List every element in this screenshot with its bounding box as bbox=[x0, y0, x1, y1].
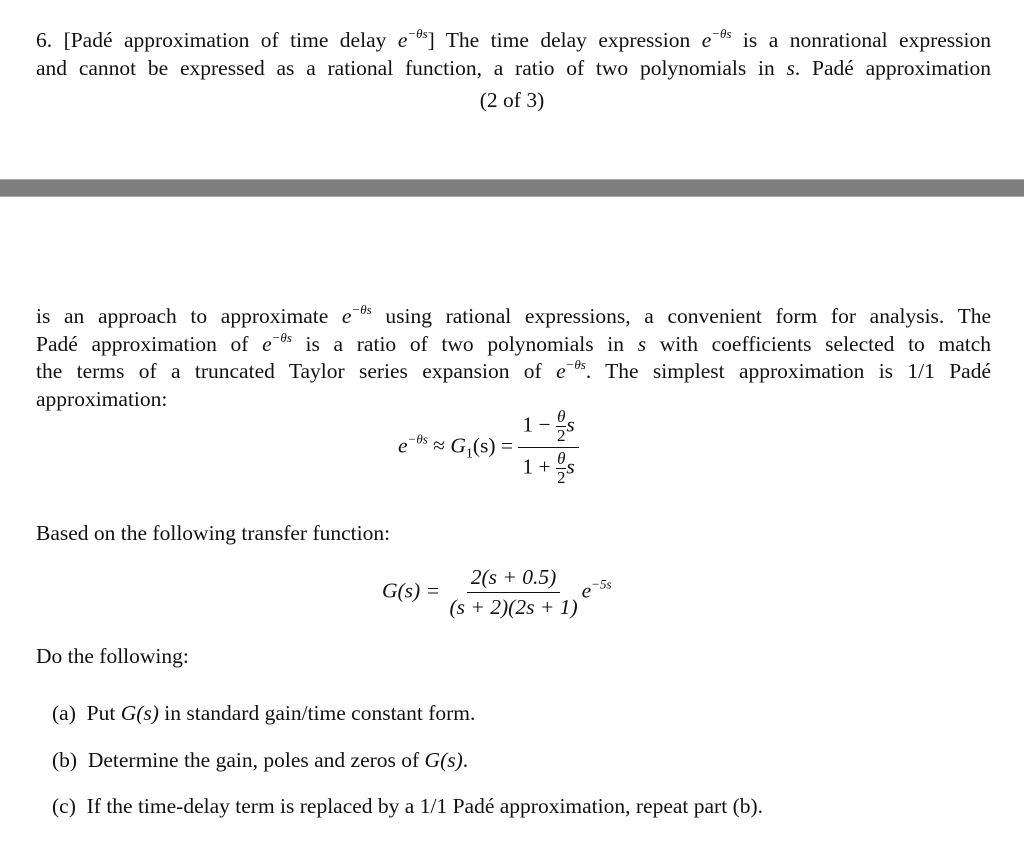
paragraph-line bbox=[36, 358, 991, 384]
page-divider bbox=[0, 179, 1024, 197]
math-lhs: G(s) = bbox=[382, 578, 446, 603]
paragraph-line bbox=[36, 331, 991, 357]
text: . The simplest approximation is 1/1 Padé bbox=[585, 359, 991, 383]
part-b bbox=[52, 748, 468, 773]
two: 2 bbox=[556, 426, 566, 445]
header-line-1 bbox=[36, 27, 991, 53]
math-e: e bbox=[701, 28, 712, 52]
approx-sign: ≈ bbox=[427, 433, 451, 458]
math-g: G bbox=[450, 433, 466, 458]
pade-equation bbox=[398, 408, 579, 487]
math: G(s) bbox=[120, 701, 159, 725]
theta-over-2 bbox=[556, 408, 566, 445]
math-e: e bbox=[581, 578, 592, 603]
math-exponent: −θs bbox=[407, 431, 428, 447]
transfer-function-equation bbox=[382, 565, 612, 620]
math-exponent: −θs bbox=[271, 330, 292, 345]
text: is a ratio of two polynomials in bbox=[291, 332, 638, 356]
text: with coefficients selected to match bbox=[646, 332, 992, 356]
text: the terms of a truncated Taylor series expansion of bbox=[36, 359, 557, 383]
numerator bbox=[518, 408, 578, 448]
text: is a nonrational expression bbox=[731, 28, 992, 52]
text: Determine the gain, poles and zeros of bbox=[87, 748, 425, 772]
numerator: 2(s + 0.5) bbox=[467, 565, 561, 593]
math-exponent: −θs bbox=[351, 302, 372, 317]
text: ] The time delay expression bbox=[427, 28, 702, 52]
text: Put bbox=[86, 701, 121, 725]
math-e: e bbox=[397, 28, 408, 52]
based-on-text: Based on the following transfer function: bbox=[36, 521, 391, 545]
text: using rational expressions, a convenient form for analysis. The bbox=[371, 304, 992, 328]
transfer-fraction bbox=[445, 565, 581, 620]
text: 1 − bbox=[522, 412, 557, 437]
math-exponent: −θs bbox=[407, 26, 428, 41]
text: . Padé approximation bbox=[794, 56, 991, 80]
text: 6. [Padé approximation of time delay bbox=[36, 28, 398, 52]
theta: θ bbox=[557, 449, 566, 468]
part-c bbox=[52, 794, 763, 819]
math-e: e bbox=[341, 304, 352, 328]
text: and cannot be expressed as a rational function, a ratio of two polynomials in bbox=[36, 56, 787, 80]
text: is an approach to approximate bbox=[36, 304, 342, 328]
two: 2 bbox=[556, 468, 566, 487]
math-s: s bbox=[786, 56, 795, 80]
math-e: e bbox=[556, 359, 566, 383]
text: approximation: bbox=[36, 387, 168, 411]
math-arg: (s) = bbox=[472, 433, 519, 458]
part-label: (c) bbox=[52, 794, 76, 818]
text: . bbox=[462, 748, 469, 772]
math-e: e bbox=[262, 332, 272, 356]
denominator: (s + 2)(2s + 1) bbox=[449, 595, 578, 619]
pade-fraction bbox=[518, 408, 578, 487]
math-exponent: −5s bbox=[591, 576, 612, 592]
theta-over-2 bbox=[556, 450, 566, 487]
math-s: s bbox=[566, 454, 575, 479]
math-e: e bbox=[398, 433, 408, 458]
theta: θ bbox=[557, 407, 566, 426]
math-s: s bbox=[637, 332, 647, 356]
math-exponent: −θs bbox=[711, 26, 732, 41]
paragraph-line bbox=[36, 303, 991, 329]
text: in standard gain/time constant form. bbox=[158, 701, 476, 725]
text: 1 + bbox=[522, 454, 557, 479]
part-a bbox=[52, 701, 475, 726]
part-label: (a) bbox=[52, 701, 76, 725]
math: G(s) bbox=[424, 748, 463, 772]
math-s: s bbox=[566, 412, 575, 437]
header-line-2 bbox=[36, 55, 991, 81]
page-indicator: (2 of 3) bbox=[479, 88, 545, 112]
part-label: (b) bbox=[52, 748, 78, 772]
denominator bbox=[518, 448, 578, 487]
math-exponent: −θs bbox=[565, 357, 586, 372]
text: If the time-delay term is replaced by a 1/1 Padé approximation, repeat part (b). bbox=[86, 794, 764, 818]
text: Padé approximation of bbox=[36, 332, 263, 356]
subscript: 1 bbox=[465, 446, 473, 462]
do-following-text: Do the following: bbox=[36, 644, 189, 668]
